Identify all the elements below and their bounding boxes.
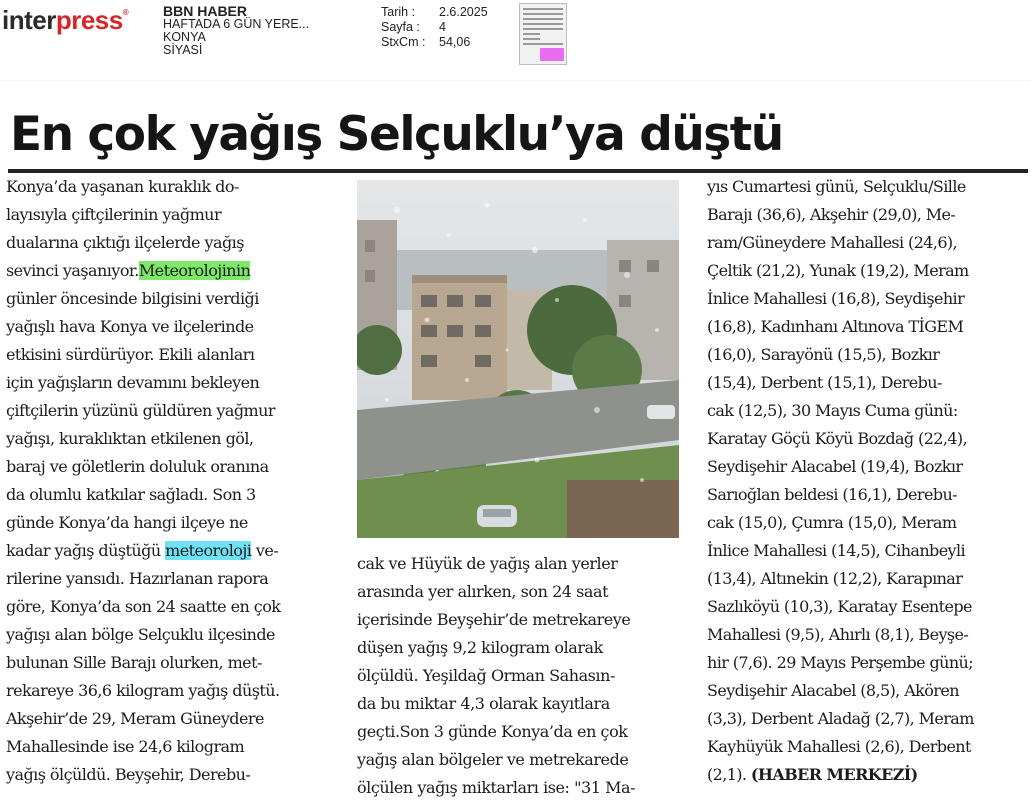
keyword-highlight-meteorolojinin: Meteorolojinin xyxy=(138,261,251,280)
date-label: Tarih : xyxy=(381,5,416,19)
publication-frequency: HAFTADA 6 GÜN YERE... xyxy=(163,17,310,31)
clipping-meta xyxy=(381,5,488,50)
article-position-marker xyxy=(540,48,564,61)
page-value: 4 xyxy=(439,20,446,34)
article-photo-rainy-street xyxy=(357,180,679,538)
publication-category: SİYASİ xyxy=(163,43,203,57)
date-value: 2.6.2025 xyxy=(439,5,488,19)
interpress-logo: interpress® xyxy=(2,5,129,35)
keyword-highlight-meteoroloji: meteoroloji xyxy=(165,541,252,560)
article-column-2: cak ve Hüyük de yağış alan yerler arasında yer alırken, son 24 saat içerisinde Beyşehir’de metrekareye düşen yağış 9,2 kilogram olarak ölçüldü. Yeşildağ Orman Sahasın- da bu miktar 4,3 olarak kayıtlara geçti.Son 3 günde Konya’da en çok yağış alan bölgeler ve metrekarede ölçülen yağış miktarları ise: "31 Ma- xyxy=(357,554,636,797)
stxcm-value: 54,06 xyxy=(439,35,471,49)
publication-city: KONYA xyxy=(163,30,206,44)
page-thumbnail[interactable] xyxy=(519,3,567,65)
article-column-1: Konya’da yaşanan kuraklık do- layısıyla çiftçilerinin yağmur dualarına çıktığı ilçelerde yağış sevinci yaşanıyor.Meteorolojinin günler öncesinde bilgisini verdiği yağışlı hava Konya ve ilçelerinde etkisini sürdürüyor. Ekili alanları için yağışların devamını bekleyen çiftçilerin yüzünü güldüren yağmur yağışı, kuraklıktan etkilenen göl, baraj ve göletlerin doluluk oranına da olumlu katkılar sağladı. Son 3 günde Konya’da hangi ilçeye ne kadar yağış düştüğü meteoroloji ve- rilerine yansıdı. Hazırlanan rapora göre, Konya’da son 24 saatte en çok yağışı alan bölge Selçuklu ilçesinde bulunan Sille Barajı olurken, met- rekareye 36,6 kilogram yağış düştü. Akşehir’de 29, Meram Güneydere Mahallesinde ise 24,6 kilogram yağış ölçüldü. Beyşehir, Derebu- xyxy=(6,177,281,784)
publication-name: BBN HABER xyxy=(163,3,247,19)
page-label: Sayfa : xyxy=(381,20,420,34)
article-column-3: yıs Cumartesi günü, Selçuklu/Sille Barajı (36,6), Akşehir (29,0), Me- ram/Güneydere Mahallesi (24,6), Çeltik (21,2), Yunak (19,2), Meram İnlice Mahallesi (16,8), Seydişehir (16,8), Kadınhanı Altınova TİGEM (16,0), Sarayönü (15,5), Bozkır (15,4), Derbent (15,1), Derebu- cak (12,5), 30 Mayıs Cuma günü: Karatay Göçü Köyü Bozdağ (22,4), Seydişehir Alacabel (19,4), Bozkır Sarıoğlan beldesi (16,1), Derebu- cak (15,0), Çumra (15,0), Meram İnlice Mahallesi (14,5), Cihanbeyli (13,4), Altınekin (12,2), Karapınar Sazlıköyü (10,3), Karatay Esentepe Mahallesi (9,5), Ahırlı (8,1), Beyşe- hir (7,6). 29 Mayıs Perşembe günü; Seydişehir Alacabel (8,5), Akören (3,3), Derbent Aladağ (2,7), Meram Kayhüyük Mahallesi (2,6), Derbent (2,1). (HABER MERKEZİ) xyxy=(707,177,974,784)
publication-info xyxy=(163,5,353,57)
article-source: (HABER MERKEZİ) xyxy=(750,765,918,784)
stxcm-label: StxCm : xyxy=(381,35,426,49)
article-headline: En çok yağış Selçuklu’ya düştü xyxy=(10,107,783,162)
